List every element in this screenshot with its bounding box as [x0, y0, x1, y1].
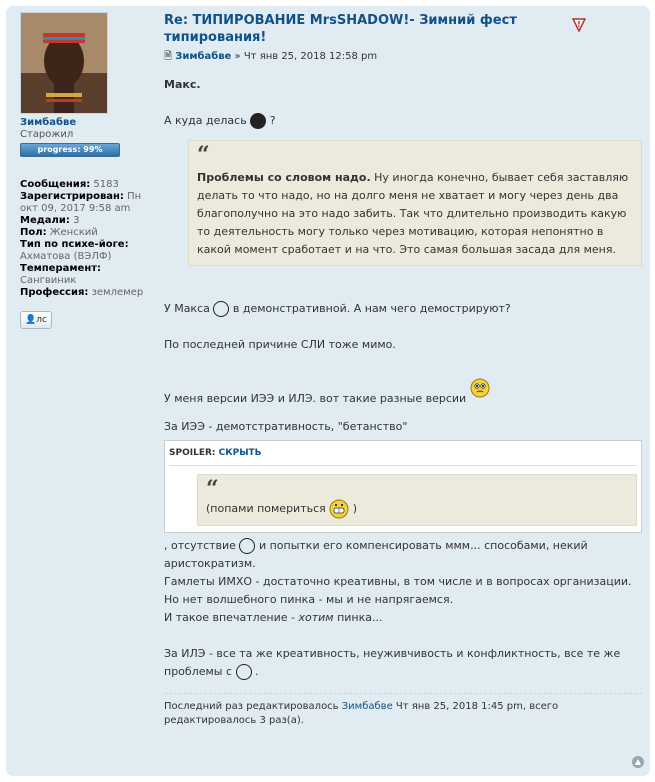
pm-button[interactable]	[20, 311, 52, 329]
text-segment: в демонстративной. А нам чего демострируют?	[232, 302, 511, 315]
quote-text: )	[352, 502, 358, 515]
blockquote	[188, 140, 642, 266]
text-line	[164, 300, 642, 318]
stat-label: Медали:	[20, 215, 70, 226]
text-segment: и попытки его компенсировать ммм... способами, некий аристократизм.	[164, 539, 588, 570]
text-line: За ИЭЭ - демотстративность, "бетанство"	[164, 420, 408, 433]
username-link[interactable]: Зимбабве	[20, 117, 77, 128]
spoiler-header	[169, 444, 637, 466]
text-line	[164, 609, 642, 627]
post-container	[6, 6, 650, 776]
author-link[interactable]: Зимбабве	[175, 51, 232, 62]
grin-smiley-icon	[329, 499, 349, 519]
text-segment: У Макса	[164, 302, 210, 315]
text-segment: .	[255, 665, 259, 678]
stat-row	[20, 287, 152, 299]
stat-row	[20, 263, 152, 287]
post-content	[164, 76, 642, 681]
spoiler-toggle-link[interactable]: СКРЫТЬ	[218, 448, 262, 458]
stat-value: 3	[73, 215, 80, 226]
quote-text: Ну иногда конечно, бывает себя заставляю делать то что надо, но на долго меня не хватает и могу через день два благополучно на это надо забить. Так что длительно производить какую то деятельность могу только через мотивацию, которая непонятно в какой момент сработает и на что. Это самая большая засада для меня.	[197, 171, 629, 256]
text-line	[164, 112, 642, 130]
user-stats	[20, 179, 152, 299]
white-circle-icon	[239, 538, 255, 554]
text-segment: , отсутствие	[164, 539, 236, 552]
text-segment: За ИЛЭ - все та же креативность, неуживчивость и конфликтность, все те же проблемы с	[164, 647, 621, 678]
spoiler-box	[164, 440, 642, 533]
stat-row	[20, 227, 152, 239]
stat-value: 5183	[93, 179, 119, 190]
text-segment: И такое впечатление -	[164, 611, 295, 624]
post-title[interactable]: Re: ТИПИРОВАНИЕ MrsSHADOW!- Зимний фест типирования!	[164, 13, 517, 45]
stat-label: Профессия:	[20, 287, 89, 298]
edit-text: Последний раз редактировалось	[164, 701, 339, 712]
pm-label: лс	[36, 315, 47, 325]
post-author-line	[164, 49, 642, 66]
white-circle-icon	[213, 301, 229, 317]
text-line	[164, 537, 642, 573]
text-line: Гамлеты ИМХО - достаточно креативны, в том числе и в вопросах организации. Но нет волшебного пинка - мы и не напрягаемся.	[164, 575, 632, 606]
user-profile	[20, 12, 152, 329]
stat-label: Сообщения:	[20, 179, 91, 190]
stat-value: Сангвиник	[20, 275, 77, 286]
svg-text:!: !	[577, 20, 581, 29]
edit-notice	[164, 693, 642, 728]
edit-user-link[interactable]: Зимбабве	[341, 701, 393, 712]
edit-text: Чт янв 25, 2018 1:45 pm, всего редактировалось 3 раз(а).	[164, 701, 559, 726]
text-segment: У меня версии ИЭЭ и ИЛЭ. вот такие разные версии	[164, 392, 467, 405]
text-segment: А куда делась	[164, 114, 247, 127]
stat-row	[20, 179, 152, 191]
user-rank: Старожил	[20, 129, 74, 140]
stat-row	[20, 215, 152, 227]
thinking-smiley-icon	[470, 378, 490, 398]
progress-badge: progress: 99%	[20, 143, 120, 157]
stat-row	[20, 239, 152, 263]
greeting: Макс.	[164, 78, 201, 91]
stat-label: Зарегистрирован:	[20, 191, 124, 202]
avatar[interactable]	[20, 12, 108, 114]
quote-text: (попами помериться	[206, 502, 326, 515]
blockquote	[197, 474, 637, 526]
white-circle-icon	[236, 664, 252, 680]
text-line: По последней причине СЛИ тоже мимо.	[164, 338, 396, 351]
post-body	[164, 12, 642, 728]
quote-icon: “	[206, 476, 219, 502]
stat-label: Темперамент:	[20, 263, 102, 274]
stat-value: Ахматова (ВЭЛФ)	[20, 251, 112, 262]
quote-icon: “	[197, 142, 210, 168]
stat-value: Пн окт 09, 2017 9:58 am	[20, 191, 142, 214]
text-segment: пинка...	[337, 611, 383, 624]
stat-label: Пол:	[20, 227, 47, 238]
stat-value: землемер	[91, 287, 144, 298]
report-icon[interactable]	[572, 18, 586, 32]
stat-value: Женский	[49, 227, 98, 238]
stat-label: Тип по психе-йоге:	[20, 239, 129, 250]
text-segment: ?	[269, 114, 276, 127]
text-line	[164, 388, 642, 408]
quote-bold: Проблемы со словом надо.	[197, 171, 371, 184]
user-icon: 👤	[25, 315, 37, 325]
text-line	[164, 645, 642, 681]
spoiler-label: SPOILER:	[169, 448, 216, 458]
text-emphasis: хотим	[298, 611, 334, 624]
back-to-top-icon[interactable]: ▲	[632, 756, 644, 768]
stat-row	[20, 191, 152, 215]
post-date: » Чт янв 25, 2018 12:58 pm	[234, 51, 378, 62]
post-icon: 🗎	[164, 51, 173, 62]
black-circle-icon	[250, 113, 266, 129]
